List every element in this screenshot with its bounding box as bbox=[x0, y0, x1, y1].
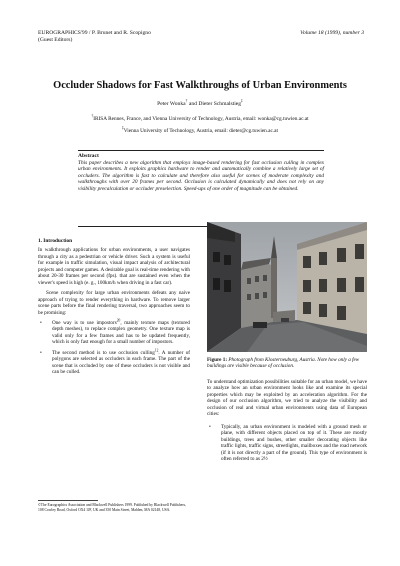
running-header-left bbox=[38, 30, 151, 43]
author-2-mark: ‡ bbox=[241, 99, 243, 104]
figure-1-photograph bbox=[207, 222, 367, 352]
footnote-rule bbox=[38, 500, 98, 501]
left-column bbox=[38, 238, 190, 380]
intro-paragraph-1: In walkthrough applications for urban environments, a user navigates through a city as a pedestrian or vehicle driver. Such a system is useful for example in traffic simulation, visual impact analysis of architectural projects and computer games. A desirable goal is real-time rendering with about 20-30 frames per second (fps). that are sustained even when the viewer's speed is high (e. g., 100km/h when driving in a fast car). bbox=[38, 247, 190, 286]
figure-1-caption bbox=[207, 357, 367, 370]
bullet-icon: • bbox=[40, 349, 42, 356]
affiliation-2 bbox=[30, 128, 370, 134]
body-paragraph: To understand optimization possibilities suitable for an urban model, we have to analyze how an urban environment looks like and examine its special properties which may be exploited by an acceleration algorithm. For the design of our occlusion algorithm, we tried to analyze the visibility and occlusion of real and virtual urban environments using data of European cities: bbox=[207, 379, 367, 418]
author-and: and bbox=[188, 101, 197, 107]
bullet-icon: • bbox=[209, 423, 211, 430]
header-editors: (Guest Editors) bbox=[38, 36, 73, 43]
bullet-icon: • bbox=[40, 319, 42, 326]
copyright-footnote: ©The Eurographics Association and Blackwell Publishers 1999. Published by Blackwell Publishers, 108 Cowley Road, Oxford OX4 1JF, UK and 350 Main Street, Malden, MA 02148, USA. bbox=[38, 503, 187, 512]
abstract-top-rule bbox=[78, 150, 324, 151]
author-2: Dieter Schmalstieg bbox=[198, 101, 242, 107]
figure-label: Figure 1: bbox=[207, 357, 228, 363]
intro-paragraph-2: Scene complexity for large urban environments defeats any naive approach of trying to render everything in hardware. To remove larger scene parts before the final rendering traversal, two approaches seem to be promising: bbox=[38, 290, 190, 316]
abstract-body: This paper describes a new algorithm that employs image-based rendering for fast occlusion culling in complex urban environments. It exploits graphics hardware to render and automatically combine a relatively large set of occluders. The algorithm is fast to calculate and therefore also useful for scenes of moderate complexity and walkthroughs with over 20 frames per second. Occlusion is calculated dynamically and does not rely on any visibility precalculation or occluder preselection. Speed-ups of one order of magnitude can be obtained. bbox=[78, 160, 324, 192]
affiliation-1 bbox=[30, 116, 370, 122]
affiliation-2-text: Vienna University of Technology, Austria, email: dieter@cg.tuwien.ac.at bbox=[123, 128, 279, 134]
author-1: Peter Wonka bbox=[157, 101, 186, 107]
author-1-mark: † bbox=[185, 99, 188, 104]
figure-caption-text: Photograph from Klosterneuburg, Austria. Note how only a few buildings are visible because of occlusion. bbox=[207, 357, 360, 370]
right-column bbox=[207, 379, 367, 466]
affiliation-1-mark: † bbox=[91, 114, 94, 119]
list-item: • The second method is to use occlusion culling$^{12}$. A number of polygons are selected as occluders in each frame. The part of the scene that is occluded by one of these occluders is not visible and can be culled. bbox=[40, 348, 190, 376]
street-photo-illustration bbox=[207, 222, 367, 352]
running-header-volume: Volume 18 (1999), number 3 bbox=[300, 30, 364, 36]
property-list bbox=[207, 424, 367, 463]
affiliation-2-mark: ‡ bbox=[121, 126, 124, 131]
affiliation-1-text: IRISA Rennes, France, and Vienna University of Technology, Austria, email: wonka@cg.tuwien.ac.at bbox=[93, 116, 309, 122]
paper-title: Occluder Shadows for Fast Walkthroughs of Urban Environments bbox=[53, 80, 347, 91]
abstract-heading: Abstract bbox=[78, 153, 99, 159]
approach-list bbox=[38, 320, 190, 376]
header-conference: EUROGRAPHICS'99 / P. Brunet and R. Scopigno bbox=[38, 30, 151, 36]
section-heading-introduction: 1. Introduction bbox=[38, 238, 73, 244]
list-item: • Typically, an urban environment is modeled with a ground mesh or plane, with different objects placed on top of it. These are mostly buildings, trees and bushes, other smaller decorating objects like traffic lights, traffic signs, streetlights, mailboxes and the road network (if it is not directly a part of the ground). This type of environment is often referred to as 2½ bbox=[209, 423, 367, 462]
author-line bbox=[30, 101, 370, 107]
list-item: • One way is to use impostors$^{20}$, mainly texture maps (textured depth meshes), to replace complex geometry. One texture map is valid only for a few frames and has to be updated frequently, which is only fast enough for a small number of impostors. bbox=[40, 318, 190, 346]
